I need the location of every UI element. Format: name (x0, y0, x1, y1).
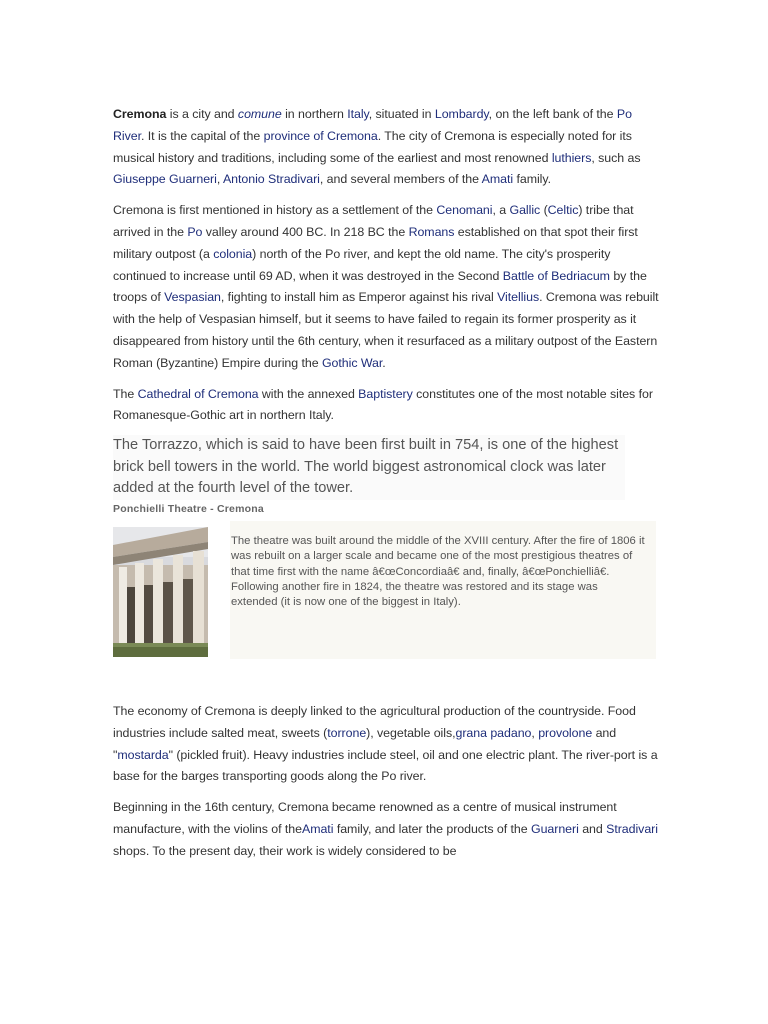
link-battle-of-bedriacum[interactable]: Battle of Bedriacum (502, 268, 610, 283)
link-provolone[interactable]: provolone (538, 725, 593, 740)
text: constitutes one of the most notable sites for Romanesque-Gothic art in northern Italy. (113, 386, 653, 423)
music-paragraph (113, 797, 661, 862)
link-grana-padano[interactable]: grana padano (455, 725, 532, 740)
title-cremona: Cremona (113, 107, 167, 121)
text: , on the left bank of the (488, 107, 617, 121)
text: ) north of the Po river, and kept the old name. The city's prosperity continued to increase until 69 AD, when it was destroyed in the Second (113, 246, 611, 283)
link-stradivari[interactable]: Stradivari (606, 821, 658, 836)
text: " (pickled fruit). Heavy industries include steel, oil and one electric plant. The river-port is a base for the barges transporting goods along the Po river. (113, 747, 658, 784)
link-mostarda[interactable]: mostarda (117, 747, 169, 762)
text: , situated in (368, 107, 435, 121)
text: Beginning in the 16th century, Cremona became renowned as a centre of musical instrument manufacture, with the violins of the (113, 800, 617, 836)
link-vespasian[interactable]: Vespasian (164, 290, 221, 305)
text: . Cremona was rebuilt with the help of Vespasian himself, but it seems to have failed to regain its former prosperity as it disappeared from history until the 6th century, when it resurfaced as a military outpost of the Eastern Roman (Byzantine) Empire during the (113, 290, 659, 370)
link-luthiers[interactable]: luthiers (551, 150, 592, 165)
link-cathedral-of-cremona[interactable]: Cathedral of Cremona (137, 386, 259, 401)
cathedral-paragraph (113, 384, 661, 428)
link-baptistery[interactable]: Baptistery (358, 386, 413, 401)
text: is a city and (166, 107, 238, 121)
text: , (531, 725, 539, 740)
text: , and several members of the (319, 172, 482, 187)
text: by the troops of (113, 268, 647, 305)
intro-paragraph (113, 104, 661, 191)
text: in northern (281, 107, 348, 121)
text: ), vegetable oils, (366, 725, 456, 740)
link-province-of-cremona[interactable]: province of Cremona (263, 128, 378, 143)
text: , (216, 172, 223, 187)
economy-paragraph (113, 701, 661, 788)
text: . (382, 355, 386, 370)
link-po-river[interactable]: Po River (113, 107, 632, 143)
text: shops. To the present day, their work is widely considered to be (113, 843, 457, 858)
text: The economy of Cremona is deeply linked to the agricultural production of the countryside. Food industries include salted meat, sweets ( (113, 703, 636, 740)
link-gallic[interactable]: Gallic (509, 203, 541, 218)
link-giuseppe-guarneri[interactable]: Giuseppe Guarneri (113, 172, 217, 187)
link-vitellius[interactable]: Vitellius (497, 290, 540, 305)
text: family. (513, 172, 551, 187)
text: with the annexed (258, 386, 359, 401)
theatre-section (113, 521, 661, 664)
link-cenomani[interactable]: Cenomani (436, 203, 493, 218)
link-lombardy[interactable]: Lombardy (434, 107, 489, 121)
link-antonio-stradivari[interactable]: Antonio Stradivari (222, 172, 320, 187)
text: . The city of Cremona is especially noted for its musical history and traditions, including some of the earliest and most renowned (113, 128, 632, 165)
link-po[interactable]: Po (187, 224, 203, 239)
text: . It is the capital of the (140, 128, 264, 143)
text: , fighting to install him as Emperor against his rival (220, 290, 498, 305)
text: ( (540, 203, 548, 218)
link-italy[interactable]: Italy (347, 107, 369, 121)
theatre-caption: Ponchielli Theatre - Cremona (113, 502, 264, 515)
article (113, 104, 661, 872)
theatre-photo (113, 527, 208, 657)
text: ) tribe that arrived in the (113, 203, 634, 239)
text: established on that spot their first military outpost (a (113, 224, 638, 261)
text: and " (113, 725, 617, 762)
link-guarneri[interactable]: Guarneri (530, 821, 579, 836)
history-paragraph (113, 200, 661, 374)
link-amati[interactable]: Amati (481, 172, 514, 187)
link-gothic-war[interactable]: Gothic War (321, 355, 383, 370)
link-colonia[interactable]: colonia (213, 246, 253, 261)
theatre-description: The theatre was built around the middle of the XVIII century. After the fire of 1806 it was rebuilt on a larger scale and became one of the most prestigious theatres of that time first with the name â€œConcordiaâ€ and, finally, â€œPonchielliâ€. Following another fire in 1824, the theatre was restored and its stage was extended (it is now one of the biggest in Italy). (231, 534, 645, 609)
torrazzo-paragraph: The Torrazzo, which is said to have been first built in 754, is one of the highest brick bell towers in the world. The world biggest astronomical clock was later added at the fourth level of the tower. (113, 435, 625, 500)
link-celtic[interactable]: Celtic (547, 203, 579, 218)
link-torrone[interactable]: torrone (327, 725, 367, 740)
link-comune[interactable]: comune (237, 107, 282, 121)
text: valley around 400 BC. In 218 BC the (202, 224, 409, 239)
link-amati-family[interactable]: Amati (301, 821, 334, 836)
text: The (113, 386, 138, 401)
text: family, and later the products of the (333, 821, 531, 836)
text: Cremona is first mentioned in history as a settlement of the (113, 203, 437, 218)
text: and (578, 821, 607, 836)
link-romans[interactable]: Romans (408, 224, 455, 239)
text: , a (492, 203, 510, 218)
text: , such as (591, 150, 641, 165)
